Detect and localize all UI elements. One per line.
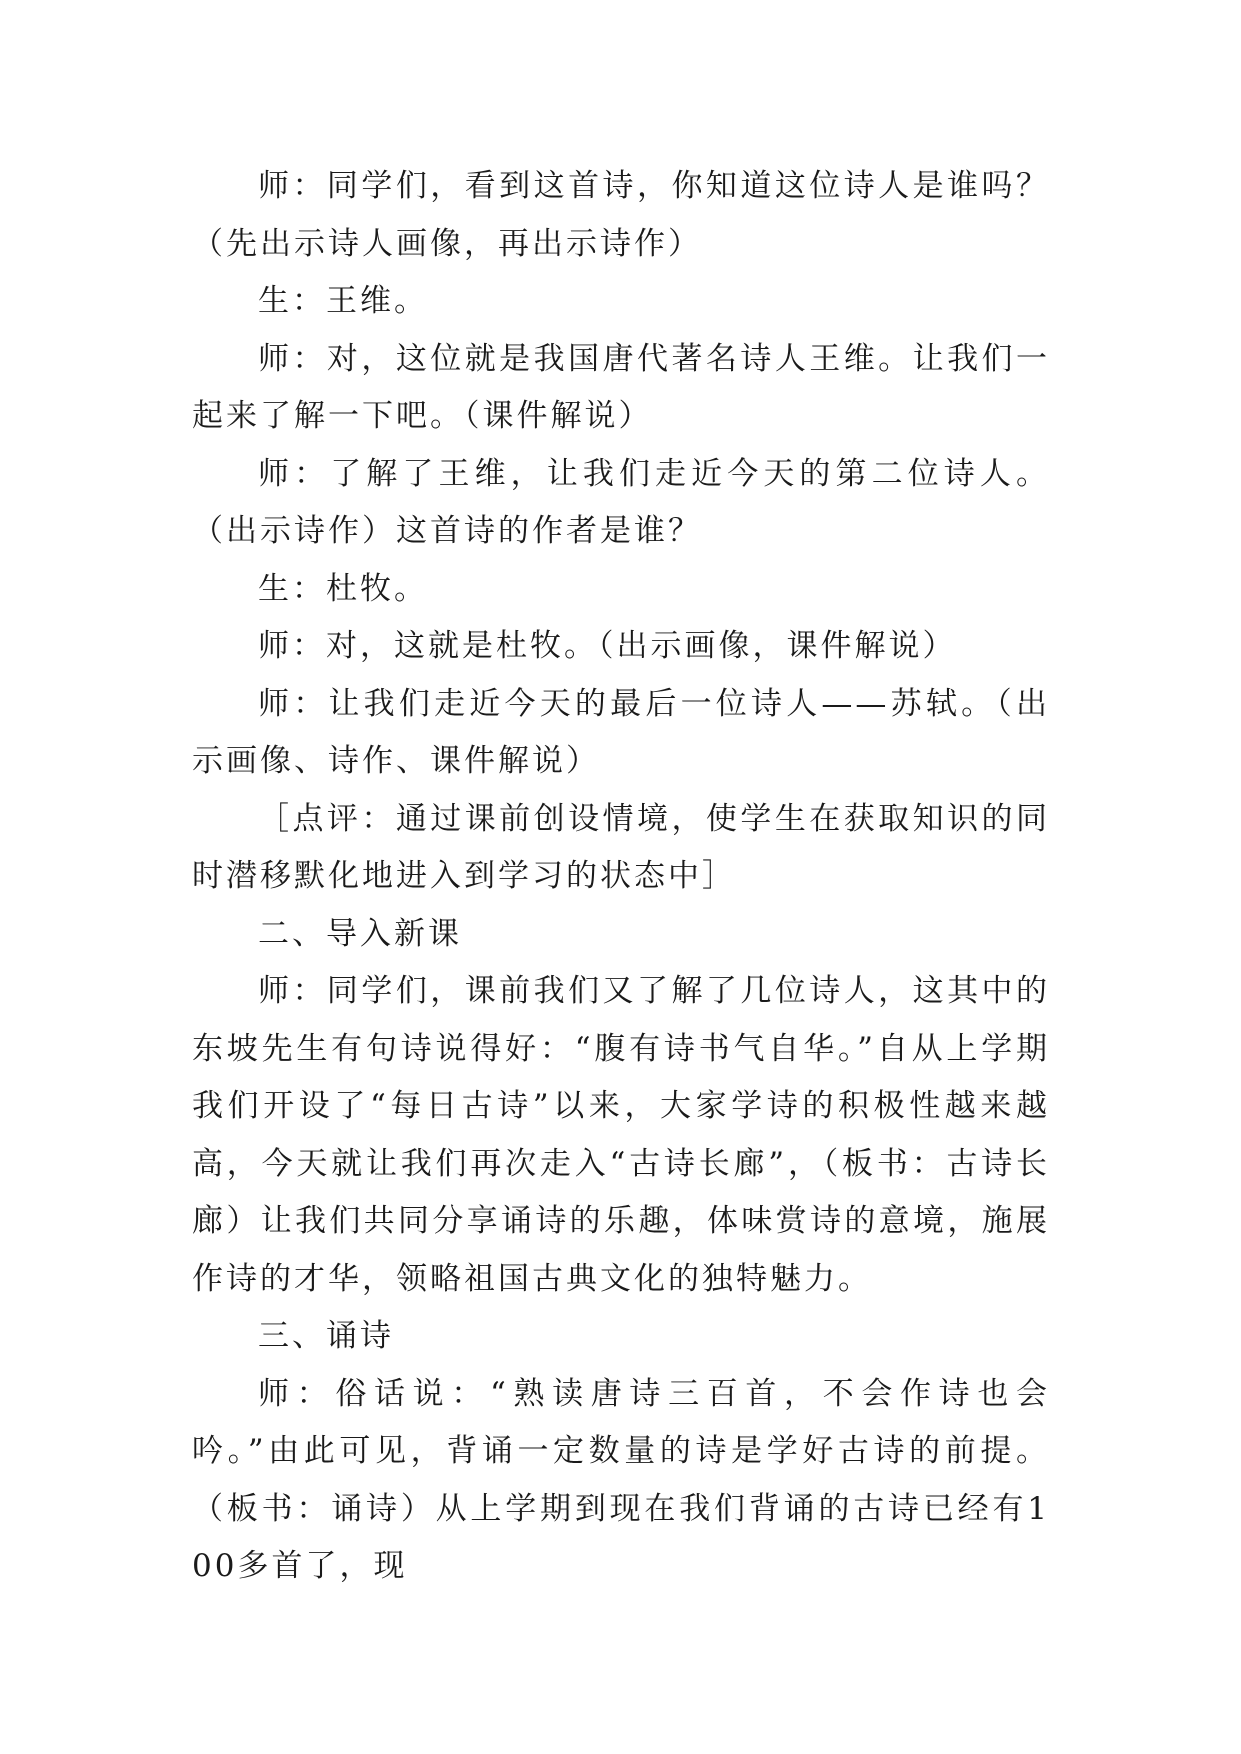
dialogue-paragraph: 生：王维。	[258, 283, 428, 319]
dialogue-paragraph: 师：让我们走近今天的最后一位诗人——苏轼。（出示画像、诗作、课件解说）	[192, 685, 1050, 779]
dialogue-paragraph: 生：杜牧。	[258, 570, 428, 607]
document-body	[192, 158, 1050, 1596]
dialogue-paragraph: 师：同学们，看到这首诗，你知道这位诗人是谁吗？（先出示诗人画像，再出示诗作）	[192, 168, 1050, 262]
comment-paragraph: ［点评：通过课前创设情境，使学生在获取知识的同时潜移默化地进入到学习的状态中］	[192, 800, 1050, 894]
dialogue-paragraph: 师：对，这就是杜牧。（出示画像，课件解说）	[258, 628, 957, 664]
section-heading: 二、导入新课	[258, 915, 462, 952]
dialogue-paragraph: 师：同学们，课前我们又了解了几位诗人，这其中的东坡先生有句诗说得好：“腹有诗书气自华。”自从上学期我们开设了“每日古诗”以来，大家学诗的积极性越来越高，今天就让我们再次走入“古诗长廊”，（板书：古诗长廊）让我们共同分享诵诗的乐趣，体味赏诗的意境，施展作诗的才华，领略祖国古典文化的独特魅力。	[192, 973, 1050, 1297]
section-heading: 三、诵诗	[258, 1318, 394, 1354]
dialogue-paragraph: 师：对，这位就是我国唐代著名诗人王维。让我们一起来了解一下吧。（课件解说）	[192, 340, 1050, 434]
dialogue-paragraph: 师：了解了王维，让我们走近今天的第二位诗人。（出示诗作）这首诗的作者是谁？	[192, 455, 1050, 549]
dialogue-paragraph: 师：俗话说：“熟读唐诗三百首，不会作诗也会吟。”由此可见，背诵一定数量的诗是学好古诗的前提。（板书：诵诗）从上学期到现在我们背诵的古诗已经有100多首了，现	[192, 1375, 1050, 1584]
